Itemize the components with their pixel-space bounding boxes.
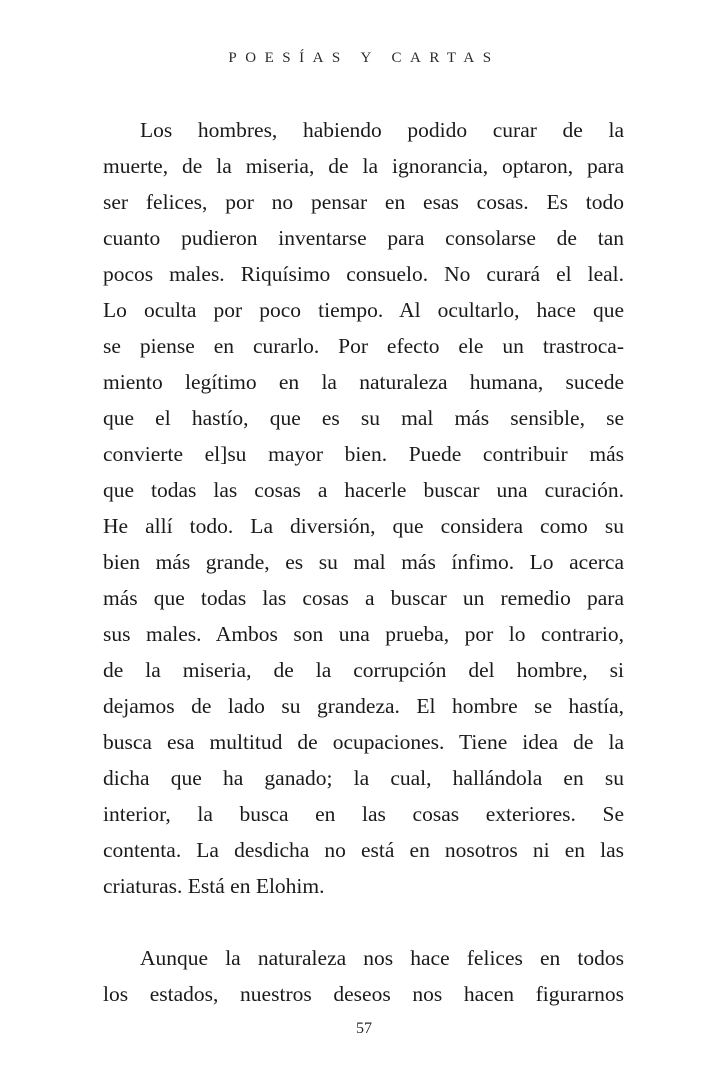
running-head: POESÍAS Y CARTAS (228, 50, 500, 66)
text-line: criaturas. Está en Elohim. (103, 874, 325, 898)
text-line: ser felices, por no pensar en esas cosas. Es todo (103, 190, 624, 214)
text-line: cuanto pudieron inventarse para consolarse de tan (103, 226, 624, 250)
paragraph-gap (103, 904, 624, 940)
body-text (103, 112, 624, 1012)
text-line: bien más grande, es su mal más ínfimo. Lo acerca (103, 550, 624, 574)
text-line: los estados, nuestros deseos nos hacen figurarnos (103, 982, 624, 1006)
text-line: que todas las cosas a hacerle buscar una curación. (103, 478, 624, 502)
text-line: que el hastío, que es su mal más sensible, se (103, 406, 624, 430)
page-number: 57 (356, 1020, 372, 1037)
text-line: dejamos de lado su grandeza. El hombre se hastía, (103, 694, 624, 718)
text-line: muerte, de la miseria, de la ignorancia, optaron, para (103, 154, 624, 178)
text-line: interior, la busca en las cosas exteriores. Se (103, 802, 624, 826)
text-line: Los hombres, habiendo podido curar de la (140, 118, 624, 142)
text-line: más que todas las cosas a buscar un remedio para (103, 586, 624, 610)
text-line: dicha que ha ganado; la cual, hallándola en su (103, 766, 624, 790)
text-line: He allí todo. La diversión, que considera como su (103, 514, 624, 538)
text-line: miento legítimo en la naturaleza humana, sucede (103, 370, 624, 394)
text-line: se piense en curarlo. Por efecto ele un trastroca- (103, 334, 624, 358)
text-line: convierte el]su mayor bien. Puede contribuir más (103, 442, 624, 466)
text-line: Aunque la naturaleza nos hace felices en todos (140, 946, 624, 970)
text-line: pocos males. Riquísimo consuelo. No curará el leal. (103, 262, 624, 286)
text-line: sus males. Ambos son una prueba, por lo contrario, (103, 622, 624, 646)
text-line: Lo oculta por poco tiempo. Al ocultarlo, hace que (103, 298, 624, 322)
text-line: busca esa multitud de ocupaciones. Tiene idea de la (103, 730, 624, 754)
paragraph-1 (103, 112, 624, 904)
paragraph-2 (103, 940, 624, 1012)
text-line: de la miseria, de la corrupción del hombre, si (103, 658, 624, 682)
text-line: contenta. La desdicha no está en nosotros ni en las (103, 838, 624, 862)
